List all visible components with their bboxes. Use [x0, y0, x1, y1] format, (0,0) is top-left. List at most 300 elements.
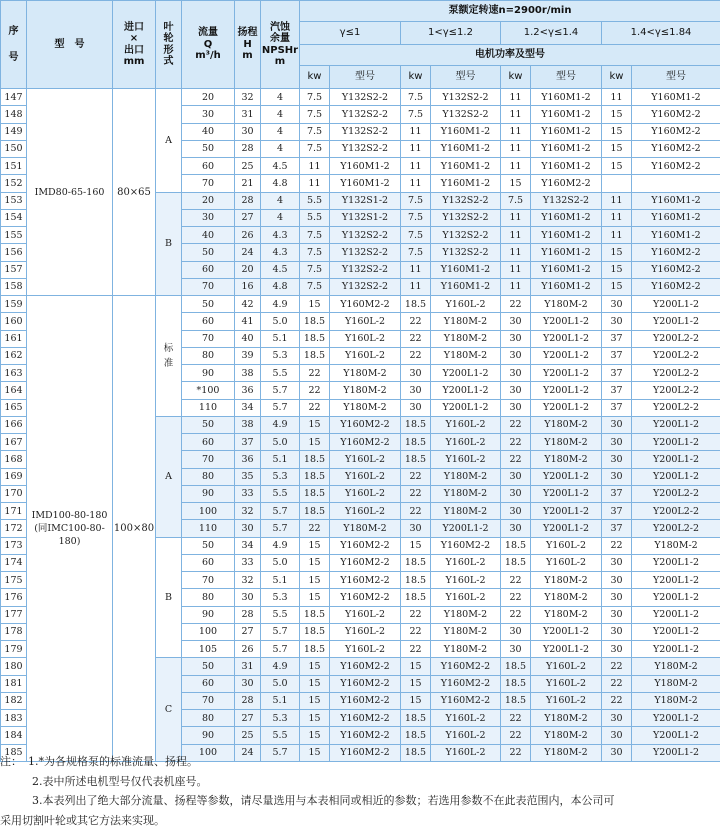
kw-cell: 22 — [401, 485, 431, 502]
motor-model-cell: Y160M1-2 — [632, 192, 720, 209]
kw-cell: 11 — [501, 89, 531, 106]
flow-cell: 50 — [182, 140, 235, 157]
seq-cell: 175 — [1, 572, 27, 589]
kw-cell: 30 — [602, 623, 632, 640]
seq-cell: 166 — [1, 416, 27, 433]
kw-cell: 18.5 — [401, 434, 431, 451]
flow-cell: 60 — [182, 261, 235, 278]
head-cell: 16 — [235, 278, 261, 295]
motor-model-cell: Y180M-2 — [531, 710, 602, 727]
motor-model-cell: Y200L1-2 — [632, 641, 720, 658]
flow-cell: 80 — [182, 710, 235, 727]
seq-cell: 185 — [1, 744, 27, 761]
head-cell: 36 — [235, 451, 261, 468]
motor-model-cell: Y160L-2 — [431, 434, 501, 451]
npsh-cell: 5.1 — [261, 451, 300, 468]
motor-model-cell: Y200L1-2 — [632, 451, 720, 468]
kw-cell: 18.5 — [501, 658, 531, 675]
table-row — [1, 89, 720, 106]
motor-model-cell: Y160M1-2 — [531, 123, 602, 140]
head-cell: 28 — [235, 606, 261, 623]
flow-cell: 50 — [182, 658, 235, 675]
head-cell: 32 — [235, 503, 261, 520]
kw-cell: 11 — [602, 89, 632, 106]
flow-cell: *100 — [182, 382, 235, 399]
kw-cell: 30 — [501, 347, 531, 364]
head-cell: 20 — [235, 261, 261, 278]
head-cell: 27 — [235, 710, 261, 727]
kw-cell: 30 — [501, 520, 531, 537]
motor-model-cell: Y180M-2 — [632, 658, 720, 675]
kw-cell: 30 — [602, 451, 632, 468]
flow-cell: 20 — [182, 89, 235, 106]
kw-cell: 11 — [602, 227, 632, 244]
kw-cell: 18.5 — [300, 641, 330, 658]
flow-cell: 50 — [182, 296, 235, 313]
motor-model-cell: Y200L2-2 — [632, 365, 720, 382]
kw-cell: 37 — [602, 399, 632, 416]
head-cell: 24 — [235, 244, 261, 261]
motor-model-cell: Y200L1-2 — [531, 503, 602, 520]
flow-cell: 40 — [182, 123, 235, 140]
npsh-cell: 4.5 — [261, 261, 300, 278]
npsh-cell: 5.5 — [261, 365, 300, 382]
kw-cell: 30 — [602, 296, 632, 313]
motor-model-cell: Y160L-2 — [330, 451, 401, 468]
motor-model-cell: Y200L1-2 — [531, 641, 602, 658]
kw-cell: 30 — [602, 606, 632, 623]
kw-cell: 15 — [602, 244, 632, 261]
spec-table-body — [1, 89, 720, 762]
motor-model-cell: Y200L1-2 — [531, 520, 602, 537]
seq-cell: 180 — [1, 658, 27, 675]
kw-header-2: kw — [401, 66, 431, 89]
seq-cell: 162 — [1, 347, 27, 364]
motor-model-cell: Y160M1-2 — [531, 106, 602, 123]
kw-cell: 15 — [300, 658, 330, 675]
motor-model-cell: Y180M-2 — [531, 451, 602, 468]
seq-cell: 184 — [1, 727, 27, 744]
seq-cell: 158 — [1, 278, 27, 295]
kw-cell: 37 — [602, 330, 632, 347]
kw-cell: 22 — [602, 692, 632, 709]
table-row — [1, 296, 720, 313]
motor-model-cell: Y160M2-2 — [632, 140, 720, 157]
motor-model-cell: Y132S2-2 — [330, 278, 401, 295]
col-npsh-header — [261, 1, 300, 89]
kw-cell: 18.5 — [300, 313, 330, 330]
kw-cell: 18.5 — [501, 554, 531, 571]
motor-model-cell: Y200L1-2 — [632, 434, 720, 451]
motor-model-cell: Y160M2-2 — [330, 658, 401, 675]
head-cell: 28 — [235, 192, 261, 209]
seq-cell: 172 — [1, 520, 27, 537]
motor-model-cell: Y160L-2 — [531, 658, 602, 675]
kw-cell: 15 — [401, 658, 431, 675]
seq-cell: 181 — [1, 675, 27, 692]
motor-model-cell: Y160M2-2 — [330, 589, 401, 606]
motor-model-cell: Y180M-2 — [632, 692, 720, 709]
motor-model-cell: Y200L2-2 — [632, 399, 720, 416]
motor-model-header-4: 型号 — [632, 66, 720, 89]
kw-cell: 30 — [501, 623, 531, 640]
motor-model-cell: Y132S2-2 — [330, 140, 401, 157]
motor-model-cell: Y200L1-2 — [531, 382, 602, 399]
head-cell: 32 — [235, 89, 261, 106]
head-cell: 30 — [235, 520, 261, 537]
motor-model-cell: Y132S2-2 — [330, 227, 401, 244]
kw-cell: 18.5 — [501, 537, 531, 554]
col-model-header: 型 号 — [27, 1, 113, 89]
motor-model-cell: Y132S2-2 — [531, 192, 602, 209]
flow-cell: 70 — [182, 572, 235, 589]
gamma-range-1: γ≤1 — [300, 22, 401, 45]
motor-model-cell: Y160M2-2 — [330, 434, 401, 451]
kw-cell: 5.5 — [300, 192, 330, 209]
flow-cell: 60 — [182, 313, 235, 330]
motor-model-cell: Y180M-2 — [632, 537, 720, 554]
kw-header-4: kw — [602, 66, 632, 89]
kw-cell: 18.5 — [300, 623, 330, 640]
motor-model-cell: Y200L1-2 — [632, 554, 720, 571]
kw-cell: 37 — [602, 503, 632, 520]
head-cell: 28 — [235, 140, 261, 157]
npsh-cell: 5.3 — [261, 589, 300, 606]
kw-cell: 15 — [401, 675, 431, 692]
motor-model-cell: Y160M1-2 — [531, 89, 602, 106]
motor-model-cell: Y180M-2 — [531, 727, 602, 744]
seq-cell: 163 — [1, 365, 27, 382]
motor-model-cell: Y160M1-2 — [431, 278, 501, 295]
npsh-cell: 5.3 — [261, 347, 300, 364]
motor-model-cell: Y160M1-2 — [632, 209, 720, 226]
seq-cell: 179 — [1, 641, 27, 658]
kw-cell: 18.5 — [401, 572, 431, 589]
kw-cell: 22 — [501, 296, 531, 313]
motor-model-cell: Y200L1-2 — [632, 572, 720, 589]
kw-cell: 11 — [602, 209, 632, 226]
kw-cell: 18.5 — [300, 347, 330, 364]
motor-model-cell: Y160M2-2 — [330, 710, 401, 727]
kw-cell: 30 — [602, 641, 632, 658]
motor-model-cell: Y160L-2 — [531, 554, 602, 571]
kw-cell: 18.5 — [401, 554, 431, 571]
flow-cell: 90 — [182, 606, 235, 623]
motor-model-cell: Y160M1-2 — [431, 175, 501, 192]
motor-model-cell: Y160M2-2 — [431, 675, 501, 692]
seq-cell: 168 — [1, 451, 27, 468]
kw-cell: 30 — [501, 503, 531, 520]
inlet-outlet-header-text: 进口 × 出口 mm — [123, 21, 145, 67]
kw-cell: 30 — [602, 710, 632, 727]
npsh-cell: 4.3 — [261, 227, 300, 244]
kw-cell: 7.5 — [300, 244, 330, 261]
motor-model-header-2: 型号 — [431, 66, 501, 89]
motor-model-cell: Y160L-2 — [531, 537, 602, 554]
seq-cell: 173 — [1, 537, 27, 554]
motor-model-cell: Y160M2-2 — [632, 106, 720, 123]
kw-cell: 11 — [501, 278, 531, 295]
motor-model-cell: Y160M2-2 — [632, 123, 720, 140]
motor-model-cell: Y180M-2 — [330, 365, 401, 382]
kw-cell: 11 — [501, 244, 531, 261]
motor-model-cell: Y180M-2 — [531, 572, 602, 589]
kw-cell: 7.5 — [401, 192, 431, 209]
kw-cell: 37 — [602, 382, 632, 399]
kw-cell: 15 — [300, 416, 330, 433]
motor-model-cell: Y132S2-2 — [431, 89, 501, 106]
kw-cell: 30 — [501, 313, 531, 330]
motor-model-cell: Y200L2-2 — [632, 503, 720, 520]
kw-cell: 7.5 — [300, 89, 330, 106]
head-cell: 33 — [235, 554, 261, 571]
gamma-range-2: 1<γ≤1.2 — [401, 22, 501, 45]
kw-cell: 11 — [501, 123, 531, 140]
motor-model-cell: Y200L1-2 — [531, 623, 602, 640]
col-head-header — [235, 1, 261, 89]
head-header-text: 扬程 H m — [237, 27, 258, 62]
kw-cell: 15 — [300, 554, 330, 571]
motor-model-cell: Y200L2-2 — [632, 330, 720, 347]
motor-model-cell: Y160L-2 — [330, 485, 401, 502]
kw-cell: 37 — [602, 365, 632, 382]
kw-cell: 30 — [602, 554, 632, 571]
flow-cell: 40 — [182, 227, 235, 244]
kw-cell: 22 — [401, 641, 431, 658]
kw-cell: 15 — [300, 744, 330, 761]
motor-model-cell: Y160M1-2 — [632, 227, 720, 244]
impeller-cell: A — [156, 89, 182, 193]
motor-model-cell: Y132S2-2 — [330, 89, 401, 106]
motor-model-cell: Y160L-2 — [431, 744, 501, 761]
motor-model-cell: Y200L1-2 — [431, 399, 501, 416]
kw-header-3: kw — [501, 66, 531, 89]
motor-model-cell: Y132S1-2 — [330, 209, 401, 226]
head-cell: 21 — [235, 175, 261, 192]
npsh-cell: 5.7 — [261, 744, 300, 761]
motor-model-cell: Y160M1-2 — [431, 140, 501, 157]
motor-model-cell: Y180M-2 — [531, 296, 602, 313]
head-cell: 32 — [235, 572, 261, 589]
motor-model-cell: Y200L1-2 — [632, 416, 720, 433]
seq-cell: 152 — [1, 175, 27, 192]
motor-model-cell: Y180M-2 — [431, 485, 501, 502]
kw-cell: 11 — [501, 209, 531, 226]
kw-cell: 15 — [300, 434, 330, 451]
kw-cell: 30 — [501, 641, 531, 658]
motor-model-cell: Y160M2-2 — [330, 537, 401, 554]
motor-model-cell: Y200L1-2 — [632, 623, 720, 640]
npsh-cell: 4.9 — [261, 416, 300, 433]
head-cell: 25 — [235, 727, 261, 744]
kw-cell: 22 — [501, 451, 531, 468]
gamma-range-4: 1.4<γ≤1.84 — [602, 22, 720, 45]
motor-model-cell: Y160M2-2 — [330, 692, 401, 709]
motor-model-cell: Y200L2-2 — [632, 485, 720, 502]
kw-cell: 22 — [501, 434, 531, 451]
kw-cell: 22 — [501, 416, 531, 433]
seq-cell: 174 — [1, 554, 27, 571]
motor-model-cell: Y160L-2 — [431, 572, 501, 589]
head-cell: 28 — [235, 692, 261, 709]
kw-cell: 7.5 — [401, 106, 431, 123]
motor-model-cell: Y132S1-2 — [330, 192, 401, 209]
kw-cell: 11 — [501, 227, 531, 244]
npsh-cell: 4 — [261, 209, 300, 226]
motor-model-cell: Y200L1-2 — [632, 606, 720, 623]
col-flow-header — [182, 1, 235, 89]
kw-cell: 30 — [401, 399, 431, 416]
kw-cell: 22 — [300, 399, 330, 416]
kw-cell: 22 — [401, 606, 431, 623]
impeller-cell: B — [156, 537, 182, 658]
motor-model-cell: Y180M-2 — [431, 623, 501, 640]
seq-cell: 164 — [1, 382, 27, 399]
flow-cell: 90 — [182, 365, 235, 382]
flow-cell: 70 — [182, 330, 235, 347]
motor-model-cell: Y180M-2 — [531, 744, 602, 761]
kw-cell: 22 — [401, 347, 431, 364]
motor-model-cell: Y160L-2 — [431, 451, 501, 468]
kw-cell: 11 — [401, 261, 431, 278]
motor-model-cell: Y160M2-2 — [330, 675, 401, 692]
kw-cell: 18.5 — [401, 296, 431, 313]
motor-model-cell — [632, 175, 720, 192]
npsh-cell: 5.3 — [261, 710, 300, 727]
kw-cell: 22 — [501, 744, 531, 761]
npsh-cell: 4 — [261, 89, 300, 106]
seq-cell: 169 — [1, 468, 27, 485]
seq-cell: 176 — [1, 589, 27, 606]
seq-cell: 156 — [1, 244, 27, 261]
flow-cell: 70 — [182, 692, 235, 709]
seq-cell: 167 — [1, 434, 27, 451]
kw-cell: 30 — [501, 485, 531, 502]
kw-cell: 30 — [501, 382, 531, 399]
impeller-header-text: 叶 轮 形 式 — [163, 21, 174, 67]
motor-model-cell: Y200L2-2 — [632, 382, 720, 399]
motor-model-cell: Y160M1-2 — [431, 158, 501, 175]
seq-cell: 154 — [1, 209, 27, 226]
motor-model-cell: Y160M2-2 — [632, 278, 720, 295]
motor-model-cell: Y132S2-2 — [330, 244, 401, 261]
col-impeller-header — [156, 1, 182, 89]
motor-model-cell: Y200L1-2 — [431, 365, 501, 382]
kw-cell: 30 — [401, 382, 431, 399]
kw-cell: 18.5 — [300, 330, 330, 347]
motor-model-cell: Y132S2-2 — [330, 261, 401, 278]
kw-cell: 30 — [501, 365, 531, 382]
motor-model-cell: Y160L-2 — [531, 675, 602, 692]
notes-label: 注： — [0, 755, 22, 768]
motor-model-cell: Y132S2-2 — [330, 106, 401, 123]
kw-cell: 15 — [300, 727, 330, 744]
note-2: 2.表中所述电机型号仅代表机座号。 — [32, 774, 208, 788]
motor-model-cell: Y160M2-2 — [431, 537, 501, 554]
motor-model-cell: Y160L-2 — [330, 641, 401, 658]
motor-model-cell: Y200L1-2 — [632, 313, 720, 330]
motor-model-cell: Y132S2-2 — [431, 106, 501, 123]
kw-cell: 22 — [602, 675, 632, 692]
kw-cell: 30 — [602, 572, 632, 589]
seq-cell: 151 — [1, 158, 27, 175]
rated-speed-header: 泵额定转速n=2900r/min — [300, 1, 720, 22]
inlet-outlet-cell: 100×80 — [113, 296, 156, 762]
head-cell: 31 — [235, 658, 261, 675]
note-3-continuation: 采用切割叶轮或其它方法来实现。 — [0, 813, 165, 827]
kw-cell: 11 — [300, 158, 330, 175]
kw-cell: 30 — [501, 468, 531, 485]
head-cell: 31 — [235, 106, 261, 123]
kw-cell: 30 — [401, 365, 431, 382]
kw-cell: 7.5 — [401, 244, 431, 261]
motor-model-cell: Y180M-2 — [632, 675, 720, 692]
note-1-text: 1.*为各规格泵的标准流量、扬程。 — [28, 755, 198, 768]
kw-cell: 22 — [401, 313, 431, 330]
motor-model-cell: Y180M-2 — [431, 468, 501, 485]
seq-cell: 160 — [1, 313, 27, 330]
motor-model-cell: Y160M1-2 — [531, 158, 602, 175]
motor-model-cell: Y180M-2 — [431, 641, 501, 658]
head-cell: 36 — [235, 382, 261, 399]
flow-cell: 50 — [182, 244, 235, 261]
motor-model-cell: Y180M-2 — [330, 520, 401, 537]
motor-model-cell: Y132S2-2 — [431, 192, 501, 209]
kw-cell: 30 — [602, 468, 632, 485]
kw-cell: 15 — [300, 589, 330, 606]
motor-model-cell: Y160L-2 — [330, 330, 401, 347]
kw-cell: 30 — [501, 330, 531, 347]
motor-model-cell: Y132S2-2 — [431, 227, 501, 244]
motor-model-cell: Y160M2-2 — [330, 572, 401, 589]
motor-model-cell: Y132S2-2 — [330, 123, 401, 140]
motor-model-cell: Y160M2-2 — [330, 416, 401, 433]
kw-cell: 7.5 — [401, 209, 431, 226]
kw-cell: 11 — [401, 158, 431, 175]
kw-cell: 30 — [602, 589, 632, 606]
kw-cell: 18.5 — [300, 485, 330, 502]
kw-cell: 30 — [602, 727, 632, 744]
motor-model-cell: Y160M2-2 — [632, 244, 720, 261]
kw-cell: 11 — [501, 158, 531, 175]
head-cell: 34 — [235, 399, 261, 416]
motor-model-cell: Y160M1-2 — [330, 158, 401, 175]
npsh-header-text: 汽蚀 余量 NPSHr m — [261, 21, 299, 67]
kw-header-1: kw — [300, 66, 330, 89]
kw-cell: 11 — [401, 140, 431, 157]
kw-cell: 22 — [300, 365, 330, 382]
kw-cell: 15 — [300, 710, 330, 727]
motor-model-cell: Y200L1-2 — [632, 744, 720, 761]
motor-model-cell: Y180M-2 — [431, 347, 501, 364]
seq-cell: 171 — [1, 503, 27, 520]
kw-cell: 18.5 — [401, 451, 431, 468]
motor-model-cell: Y160M2-2 — [330, 744, 401, 761]
npsh-cell: 5.7 — [261, 623, 300, 640]
motor-model-cell: Y180M-2 — [431, 606, 501, 623]
kw-cell: 22 — [501, 572, 531, 589]
note-3: 3.本表列出了绝大部分流量、扬程等参数，请尽量选用与本表相同或相近的参数；若选用参数不在此表范围内，本公司可 — [32, 794, 615, 807]
kw-cell: 30 — [401, 520, 431, 537]
motor-model-cell: Y180M-2 — [431, 503, 501, 520]
head-cell: 26 — [235, 227, 261, 244]
motor-model-cell: Y180M-2 — [531, 416, 602, 433]
npsh-cell: 4.8 — [261, 175, 300, 192]
head-cell: 39 — [235, 347, 261, 364]
motor-model-cell: Y160L-2 — [431, 727, 501, 744]
flow-cell: 70 — [182, 278, 235, 295]
npsh-cell: 4 — [261, 192, 300, 209]
